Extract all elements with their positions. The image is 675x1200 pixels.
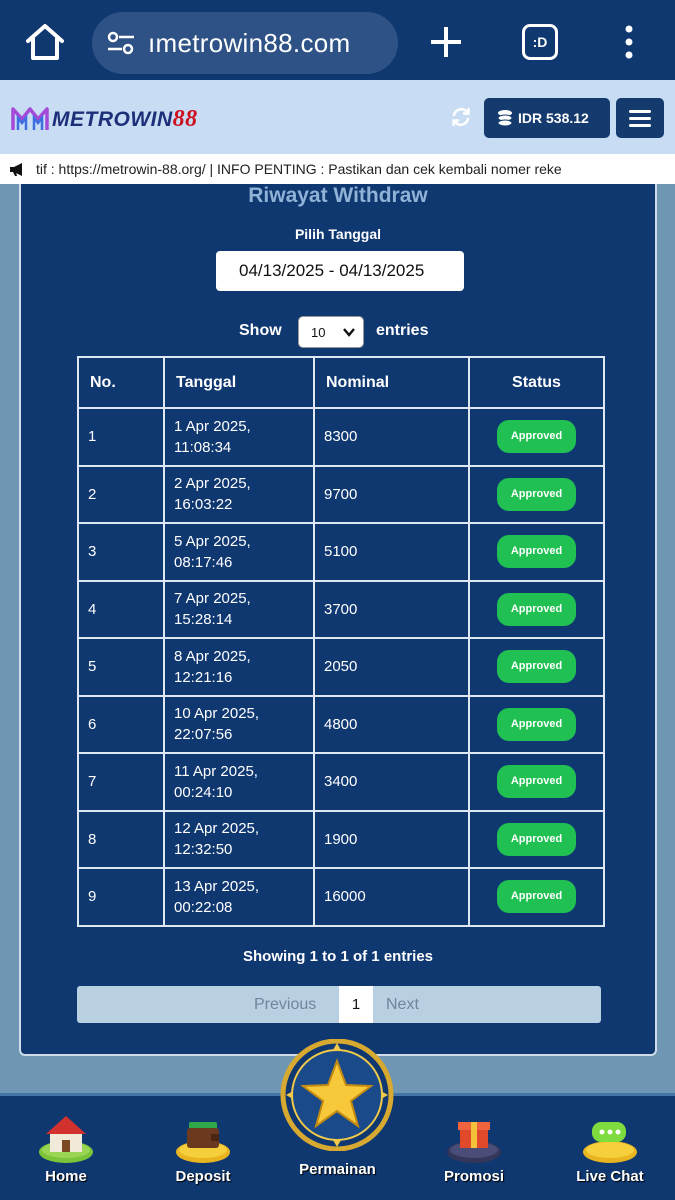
- cell-no: 7: [78, 753, 164, 811]
- cell-tanggal: 10 Apr 2025, 22:07:56: [164, 696, 314, 754]
- home-icon[interactable]: [22, 22, 68, 62]
- announcement-marquee: [0, 154, 675, 184]
- page-title: Riwayat Withdraw: [248, 184, 428, 207]
- table-row: [78, 868, 604, 926]
- coins-icon: [496, 109, 514, 127]
- cell-tanggal: 12 Apr 2025, 12:32:50: [164, 811, 314, 869]
- nav-permainan-label: Permainan: [299, 1161, 376, 1178]
- status-badge: Approved: [497, 593, 576, 626]
- cell-status: [469, 868, 604, 926]
- status-badge: Approved: [497, 880, 576, 913]
- previous-page-button[interactable]: Previous: [254, 996, 317, 1013]
- nav-live-chat[interactable]: [560, 1110, 660, 1196]
- cell-status: [469, 581, 604, 639]
- status-badge: Approved: [497, 535, 576, 568]
- entries-select-value: 10: [311, 325, 326, 340]
- withdraw-history-card: [19, 184, 657, 1056]
- logo-text: METROWIN88: [52, 106, 198, 132]
- cell-no: 8: [78, 811, 164, 869]
- chevron-down-icon: [343, 327, 355, 337]
- cell-status: [469, 811, 604, 869]
- cell-tanggal: 2 Apr 2025, 16:03:22: [164, 466, 314, 524]
- status-badge: Approved: [497, 823, 576, 856]
- status-badge: Approved: [497, 650, 576, 683]
- table-row: [78, 638, 604, 696]
- browser-toolbar: [0, 0, 675, 80]
- site-settings-icon[interactable]: [106, 31, 136, 55]
- cell-tanggal: 11 Apr 2025, 00:24:10: [164, 753, 314, 811]
- nav-deposit[interactable]: [153, 1110, 253, 1196]
- show-label: Show: [239, 322, 282, 339]
- entries-label: entries: [376, 322, 429, 339]
- nav-deposit-label: Deposit: [175, 1168, 231, 1185]
- status-badge: Approved: [497, 708, 576, 741]
- nav-home[interactable]: [16, 1110, 116, 1196]
- cell-no: 5: [78, 638, 164, 696]
- cell-no: 1: [78, 408, 164, 466]
- column-header-status[interactable]: Status: [469, 357, 604, 408]
- address-bar[interactable]: [92, 12, 398, 74]
- table-row: [78, 466, 604, 524]
- cell-status: [469, 696, 604, 754]
- cell-no: 3: [78, 523, 164, 581]
- page-number-button[interactable]: 1: [339, 986, 373, 1023]
- site-logo[interactable]: [10, 104, 210, 134]
- column-header-no[interactable]: No.: [78, 357, 164, 408]
- table-row: [78, 523, 604, 581]
- more-menu-icon[interactable]: [612, 24, 646, 60]
- cell-nominal: 4800: [314, 696, 469, 754]
- table-row: [78, 408, 604, 466]
- new-tab-icon[interactable]: [428, 24, 464, 60]
- nav-promosi[interactable]: [424, 1110, 524, 1196]
- date-picker-label: Pilih Tanggal: [294, 226, 382, 242]
- cell-tanggal: 8 Apr 2025, 12:21:16: [164, 638, 314, 696]
- table-row: [78, 753, 604, 811]
- balance-amount: IDR 538.12: [518, 110, 589, 126]
- wallet-icon: [175, 1110, 231, 1166]
- nav-promosi-label: Promosi: [443, 1168, 504, 1185]
- cell-tanggal: 7 Apr 2025, 15:28:14: [164, 581, 314, 639]
- cell-no: 6: [78, 696, 164, 754]
- column-header-tanggal[interactable]: Tanggal: [164, 357, 314, 408]
- cell-nominal: 2050: [314, 638, 469, 696]
- cell-status: [469, 523, 604, 581]
- cell-status: [469, 408, 604, 466]
- logo-mark-icon: [10, 106, 50, 132]
- cell-status: [469, 638, 604, 696]
- status-badge: Approved: [497, 478, 576, 511]
- withdraw-history-table: [77, 356, 605, 927]
- nav-live-chat-label: Live Chat: [576, 1168, 644, 1185]
- cell-status: [469, 466, 604, 524]
- balance-button[interactable]: [484, 98, 610, 138]
- status-badge: Approved: [497, 765, 576, 798]
- tab-switcher-button[interactable]: :D: [522, 24, 558, 60]
- table-row: [78, 811, 604, 869]
- cell-nominal: 9700: [314, 466, 469, 524]
- cell-nominal: 3400: [314, 753, 469, 811]
- table-info: Showing 1 to 1 of 1 entries: [242, 948, 434, 965]
- pagination: [77, 986, 601, 1023]
- date-range-input[interactable]: [216, 251, 464, 291]
- cell-tanggal: 5 Apr 2025, 08:17:46: [164, 523, 314, 581]
- refresh-balance-icon[interactable]: [450, 106, 472, 128]
- entries-per-page-select[interactable]: [298, 316, 364, 348]
- cell-tanggal: 1 Apr 2025, 11:08:34: [164, 408, 314, 466]
- cell-nominal: 1900: [314, 811, 469, 869]
- cell-nominal: 5100: [314, 523, 469, 581]
- status-badge: Approved: [497, 420, 576, 453]
- megaphone-icon: [9, 162, 25, 177]
- cell-tanggal: 13 Apr 2025, 00:22:08: [164, 868, 314, 926]
- house-icon: [38, 1110, 94, 1166]
- hamburger-menu-button[interactable]: [616, 98, 664, 138]
- column-header-nominal[interactable]: Nominal: [314, 357, 469, 408]
- cell-nominal: 8300: [314, 408, 469, 466]
- cell-nominal: 16000: [314, 868, 469, 926]
- cell-no: 4: [78, 581, 164, 639]
- games-star-button[interactable]: [276, 1039, 398, 1151]
- next-page-button[interactable]: Next: [386, 996, 419, 1013]
- cell-status: [469, 753, 604, 811]
- table-row: [78, 696, 604, 754]
- cell-no: 9: [78, 868, 164, 926]
- gift-box-icon: [446, 1110, 502, 1166]
- nav-home-label: Home: [45, 1168, 87, 1185]
- table-row: [78, 581, 604, 639]
- url-text: ımetrowin88.com: [148, 28, 351, 58]
- site-header: [0, 80, 675, 154]
- cell-nominal: 3700: [314, 581, 469, 639]
- marquee-text: tif : https://metrowin-88.org/ | INFO PENTING : Pastikan dan cek kembali nomer reke: [36, 161, 562, 177]
- chat-bubble-icon: [582, 1110, 638, 1166]
- table-header-row: [78, 357, 604, 408]
- cell-no: 2: [78, 466, 164, 524]
- date-range-value: 04/13/2025 - 04/13/2025: [239, 261, 425, 280]
